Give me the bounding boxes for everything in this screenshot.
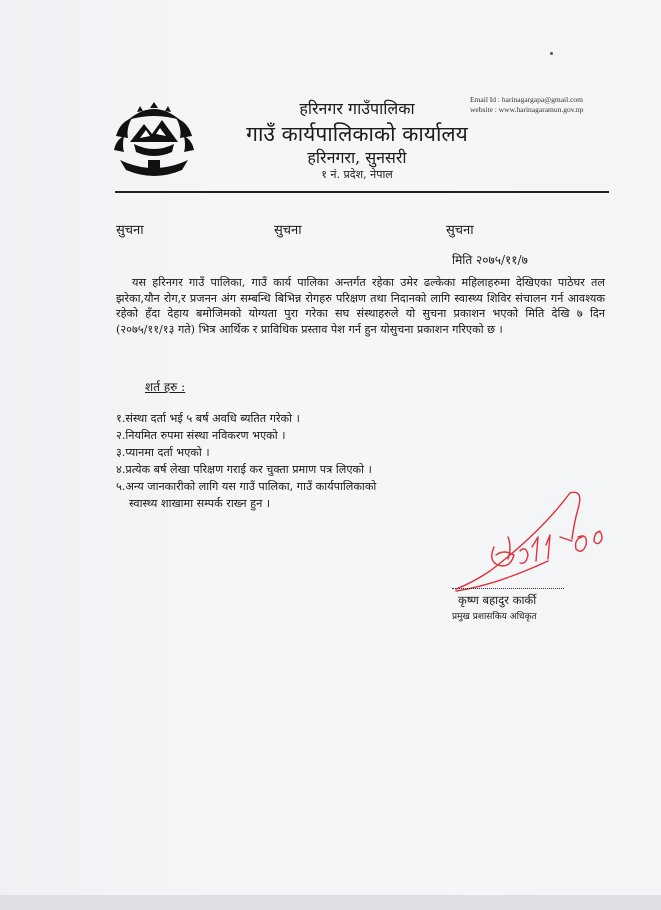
province-line: १ नं. प्रदेश, नेपाल (321, 168, 393, 181)
email-text: Email Id : harinagargapa@gmail.com (470, 95, 583, 104)
condition-item: ५.अन्य जानकारीको लागि यस गाउँ पालिका, गाउँ कार्यपालिकाको (116, 480, 377, 493)
contact-block (470, 95, 583, 115)
condition-item: १.संस्था दर्ता भई ५ बर्ष अवधि ब्यतित गरेको । (116, 412, 300, 425)
condition-item: २.नियमित रुपमा संस्था नविकरण भएको । (116, 429, 286, 442)
notice-label: सुचना (446, 223, 474, 238)
municipality-name: हरिनगर गाउँपालिका (299, 99, 415, 118)
paper-speck (550, 52, 553, 55)
office-address: हरिनगरा, सुनसरी (307, 148, 407, 167)
conditions-title: शर्त हरु : (145, 380, 186, 394)
conditions-list (116, 410, 376, 512)
condition-item: ४.प्रत्येक बर्ष लेखा परिक्षण गराई कर चुक्ता प्रमाण पत्र लिएको । (116, 463, 372, 476)
signature-line (452, 588, 564, 589)
notice-date: मिति २०७५/११/७ (452, 253, 528, 267)
condition-item: ३.प्यानमा दर्ता भएको । (116, 446, 210, 459)
condition-continuation: स्वास्थ्य शाखामा सम्पर्क राख्न हुन । (129, 497, 271, 510)
website-text: website : www.harinagaramun.gov.np (470, 105, 584, 114)
signer-name: कृष्ण बहादुर कार्की (458, 593, 537, 607)
notice-body: यस हरिनगर गाउँ पालिका, गाउँ कार्य पालिका अन्तर्गत रहेका उमेर ढल्केका महिलाहरुमा देखिएका पाठेघर तल झरेका,यौन रोग,र प्रजनन अंग सम्बन्धि बिभिन्न रोगहरु परिक्षण तथा निदानको लागि स्वास्थ्य शिविर संचालन गर्न आवश्यक रहेको हँदा देहाय बमोजिमको योग्यता पुरा गरेका सघ संस्थाहरुले यो सुचना प्रकाशन भएको मिति देखि ७ दिन (२०७५/११/१३ गते) भित्र आर्थिक र प्राविधिक प्रस्ताव पेश गर्न हुन योसुचना प्रकाशन गरिएको छ । (116, 276, 605, 336)
signer-title: प्रमुख प्रशासकिय अधिकृत (452, 612, 537, 622)
notice-label: सुचना (274, 223, 302, 238)
notice-label: सुचना (116, 223, 144, 238)
header-divider (115, 191, 609, 193)
scan-bottom-margin (0, 895, 661, 910)
handwritten-signature (450, 485, 610, 595)
municipality-emblem-icon (108, 98, 200, 178)
office-name: गाउँ कार्यपालिकाको कार्यालय (246, 122, 468, 146)
